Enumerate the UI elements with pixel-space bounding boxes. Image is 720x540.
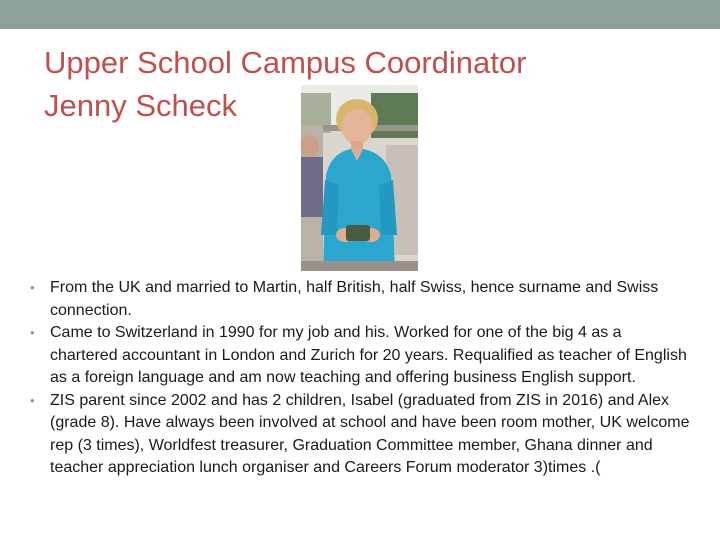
- bullet-text: Came to Switzerland in 1990 for my job and his. Worked for one of the big 4 as a chartered accountant in London and Zurich for 20 years. Requalified as teacher of English as a foreign language and am now teaching and offering business English support.: [50, 324, 687, 386]
- bullet-item: [30, 322, 690, 390]
- bullet-marker-icon: •: [30, 280, 35, 295]
- bullet-marker-icon: •: [30, 392, 35, 408]
- bullet-text: ZIS parent since 2002 and has 2 children, Isabel (graduated from ZIS in 2016) and Alex (grade 8). Have always been involved at school and have been room mother, UK welcome rep (3 times), Worldfest treasurer, Graduation Committee member, Ghana dinner and teacher appreciation lunch organiser and Careers Forum moderator 3)times .(: [50, 391, 690, 476]
- bullet-marker-icon: •: [30, 325, 35, 340]
- title-line-name: Jenny Scheck: [44, 88, 237, 123]
- bullet-list: [30, 277, 690, 480]
- bullet-text: From the UK and married to Martin, half British, half Swiss, hence surname and Swiss connection.: [50, 279, 659, 319]
- bullet-item: [30, 390, 690, 480]
- top-accent-bar: [0, 0, 720, 29]
- title-line-role: Upper School Campus Coordinator: [44, 45, 527, 80]
- bullet-item: [30, 277, 690, 322]
- portrait-photo: [301, 85, 418, 271]
